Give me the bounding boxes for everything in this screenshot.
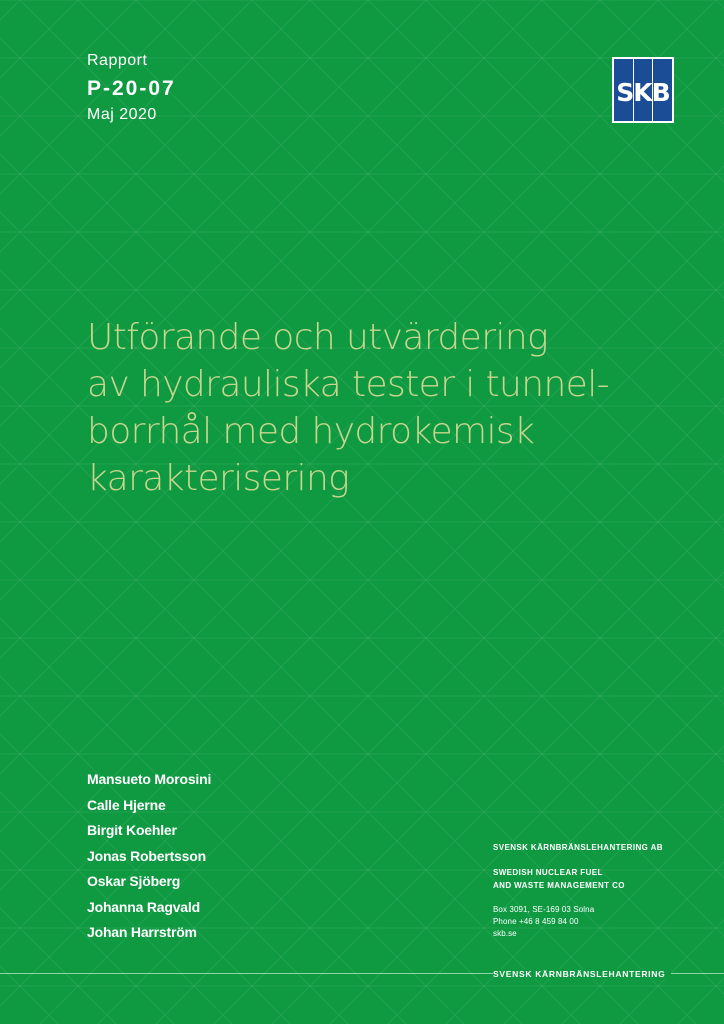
title-line: borrhål med hydrokemisk (87, 411, 535, 452)
report-label: Rapport (87, 52, 148, 69)
company-address: Box 3091, SE-169 03 Solna (493, 905, 595, 914)
company-name: SVENSK KÄRNBRÄNSLEHANTERING AB (493, 843, 663, 852)
title-line: karakterisering (87, 458, 350, 499)
company-name-english-line: AND WASTE MANAGEMENT CO (493, 881, 625, 890)
logo-text: SKB (616, 78, 670, 107)
report-title (87, 314, 647, 502)
footer-brand: SVENSK KÄRNBRÄNSLEHANTERING (493, 969, 671, 979)
author-name: Johanna Ragvald (87, 898, 200, 915)
title-line: Utförande och utvärdering (87, 317, 549, 358)
author-name: Birgit Koehler (87, 822, 177, 838)
company-contact (493, 904, 663, 940)
company-name-english-line: SWEDISH NUCLEAR FUEL (493, 868, 603, 877)
company-name-english (493, 866, 663, 892)
author-list (87, 770, 211, 949)
report-number: P-20-07 (87, 77, 176, 100)
company-phone: Phone +46 8 459 84 00 (493, 917, 579, 926)
company-info (493, 843, 663, 940)
company-website-link[interactable]: skb.se (493, 929, 517, 938)
author-name: Jonas Robertsson (87, 847, 206, 864)
author-name: Mansueto Morosini (87, 771, 212, 787)
author-name: Calle Hjerne (87, 796, 166, 813)
title-line: av hydrauliska tester i tunnel- (87, 364, 610, 405)
skb-logo (612, 57, 674, 123)
report-date: Maj 2020 (87, 106, 157, 123)
author-name: Oskar Sjöberg (87, 873, 181, 889)
author-name: Johan Harrström (87, 924, 197, 940)
